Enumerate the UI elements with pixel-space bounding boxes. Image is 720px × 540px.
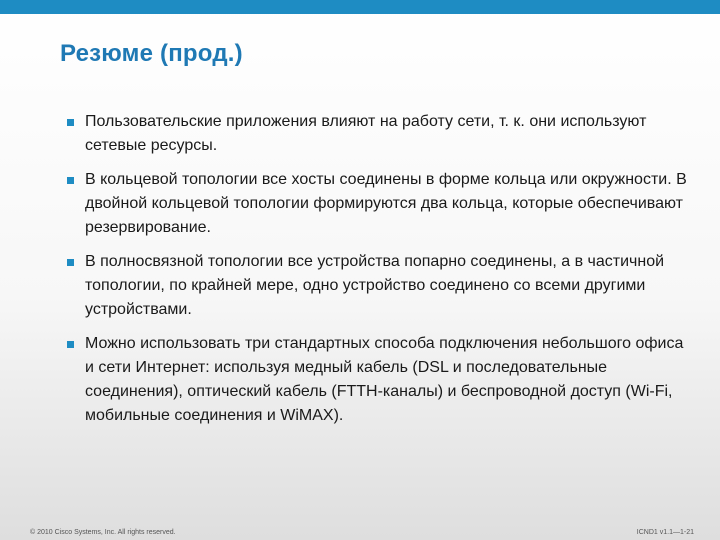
- square-bullet-icon: [67, 341, 74, 348]
- square-bullet-icon: [67, 259, 74, 266]
- bullet-text: В полносвязной топологии все устройства попарно соединены, а в частичной топологии, по крайней мере, одно устройство соединено со всеми другими устройствами.: [85, 253, 665, 318]
- bullet-text: Пользовательские приложения влияют на работу сети, т. к. они используют сетевые ресурсы.: [85, 113, 647, 154]
- copyright-footer: © 2010 Cisco Systems, Inc. All rights reserved.: [30, 529, 176, 536]
- slide-title: Резюме (прод.): [60, 40, 243, 67]
- bullet-list: [66, 110, 696, 438]
- bullet-text: В кольцевой топологии все хосты соединены в форме кольца или окружности. В двойной кольцевой топологии формируются два кольца, которые обеспечивают резервирование.: [85, 171, 687, 236]
- bullet-item: [66, 332, 696, 428]
- bullet-item: [66, 110, 696, 158]
- course-slide-number: ICND1 v1.1—1-21: [636, 529, 694, 536]
- bullet-item: [66, 168, 696, 240]
- square-bullet-icon: [67, 177, 74, 184]
- bullet-item: [66, 250, 696, 322]
- square-bullet-icon: [67, 119, 74, 126]
- top-accent-bar: [0, 0, 720, 14]
- bullet-text: Можно использовать три стандартных способа подключения небольшого офиса и сети Интернет: используя медный кабель (DSL и последовательные соединения), оптический кабель (FTTH-каналы) и беспроводной доступ (Wi-Fi, мобильные соединения и WiMAX).: [85, 335, 684, 424]
